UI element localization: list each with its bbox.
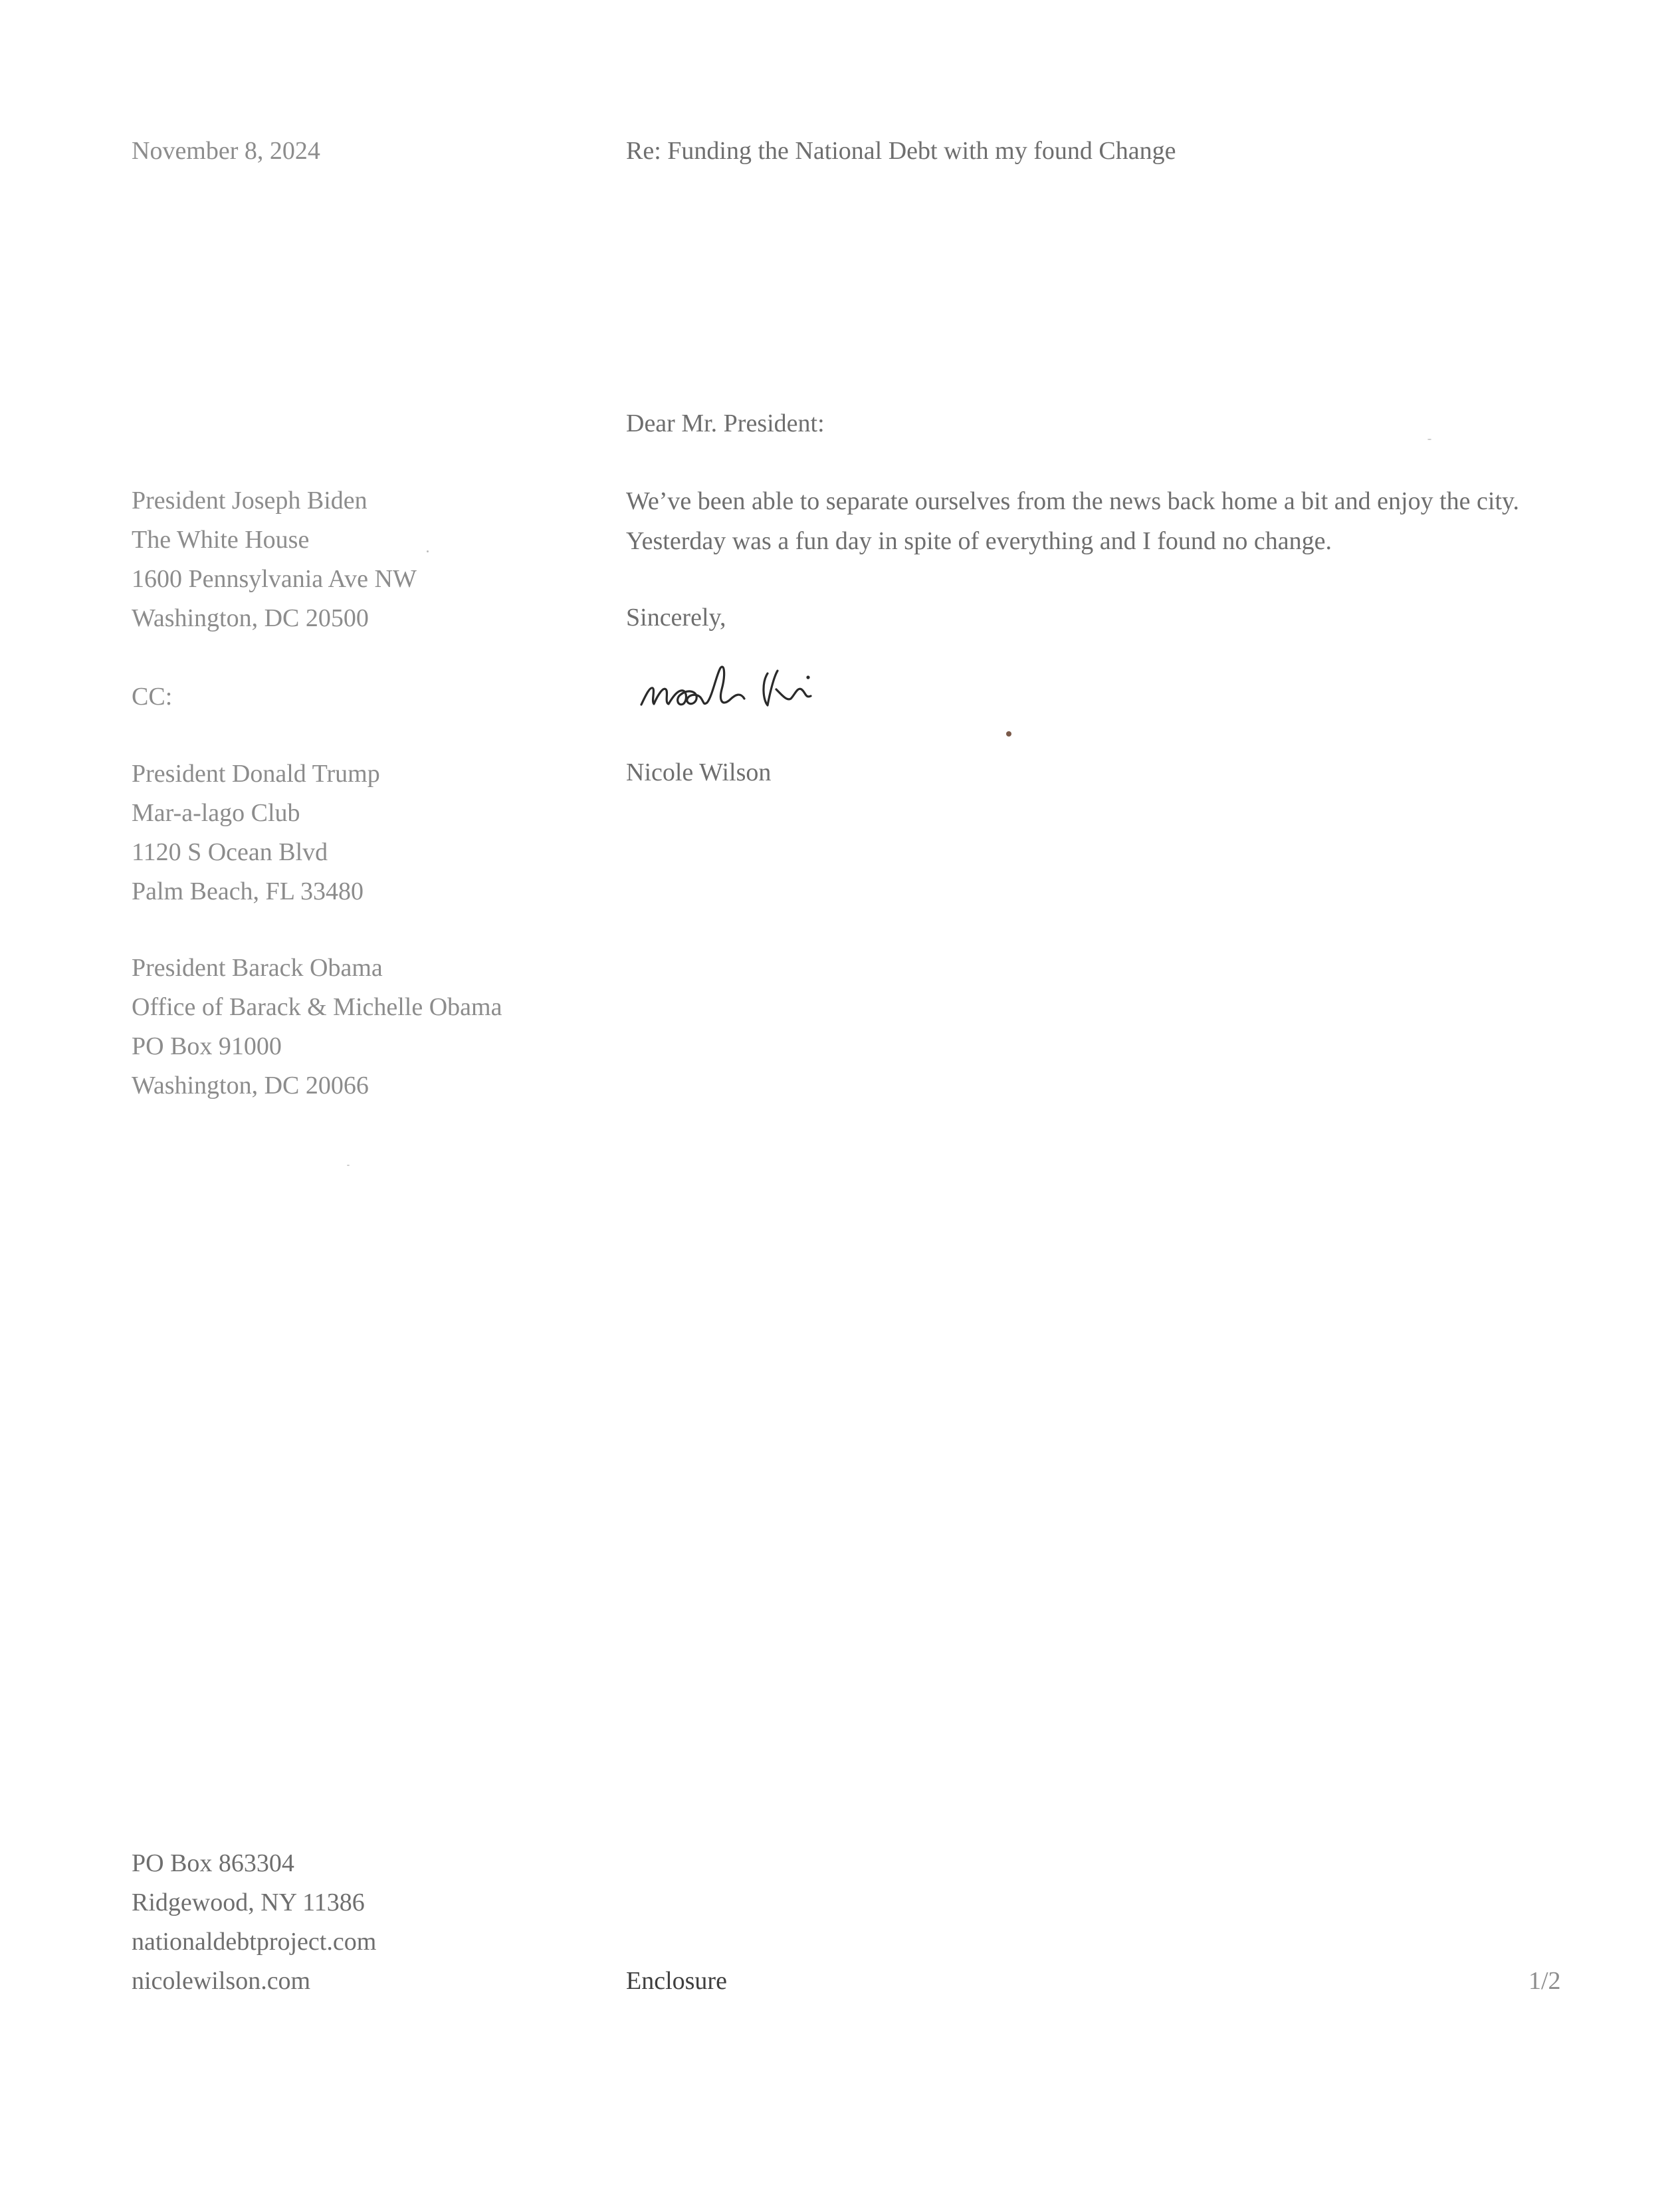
enclosure-note: Enclosure	[626, 1967, 727, 1995]
cc-city: Palm Beach, FL 33480	[132, 877, 364, 905]
paper-speck	[1006, 731, 1011, 737]
cc-address-trump	[132, 754, 380, 911]
sender-website-personal: nicolewilson.com	[132, 1967, 311, 1995]
sender-po-box: PO Box 863304	[132, 1849, 294, 1877]
letter-date: November 8, 2024	[132, 137, 320, 165]
cc-name: President Donald Trump	[132, 760, 380, 788]
paper-speck	[347, 1165, 350, 1166]
recipient-street: 1600 Pennsylvania Ave NW	[132, 565, 417, 593]
cc-organization: Mar-a-lago Club	[132, 799, 300, 827]
sender-contact	[132, 1844, 376, 2001]
cc-organization: Office of Barack & Michelle Obama	[132, 993, 502, 1021]
signer-name: Nicole Wilson	[626, 758, 772, 786]
paper-speck	[427, 550, 429, 552]
sender-city: Ridgewood, NY 11386	[132, 1889, 365, 1916]
recipient-organization: The White House	[132, 526, 310, 554]
page-number: 1/2	[1528, 1967, 1561, 1995]
salutation: Dear Mr. President:	[626, 409, 825, 437]
handwritten-signature	[631, 648, 950, 728]
cc-street: PO Box 91000	[132, 1032, 282, 1060]
letter-body: We’ve been able to separate ourselves from the news back home a bit and enjoy the city. Yesterday was a fun day in spite of everything and I found no change.	[626, 487, 1520, 555]
recipient-city: Washington, DC 20500	[132, 604, 369, 632]
recipient-address	[132, 481, 417, 638]
sender-website-project: nationaldebtproject.com	[132, 1928, 377, 1956]
cc-name: President Barack Obama	[132, 954, 383, 982]
letter-subject: Re: Funding the National Debt with my found Change	[626, 137, 1176, 165]
cc-label: CC:	[132, 683, 173, 711]
cc-street: 1120 S Ocean Blvd	[132, 838, 328, 866]
cc-city: Washington, DC 20066	[132, 1072, 369, 1099]
closing: Sincerely,	[626, 604, 726, 632]
cc-address-obama	[132, 949, 502, 1105]
paper-speck	[1427, 439, 1431, 440]
recipient-name: President Joseph Biden	[132, 487, 368, 515]
